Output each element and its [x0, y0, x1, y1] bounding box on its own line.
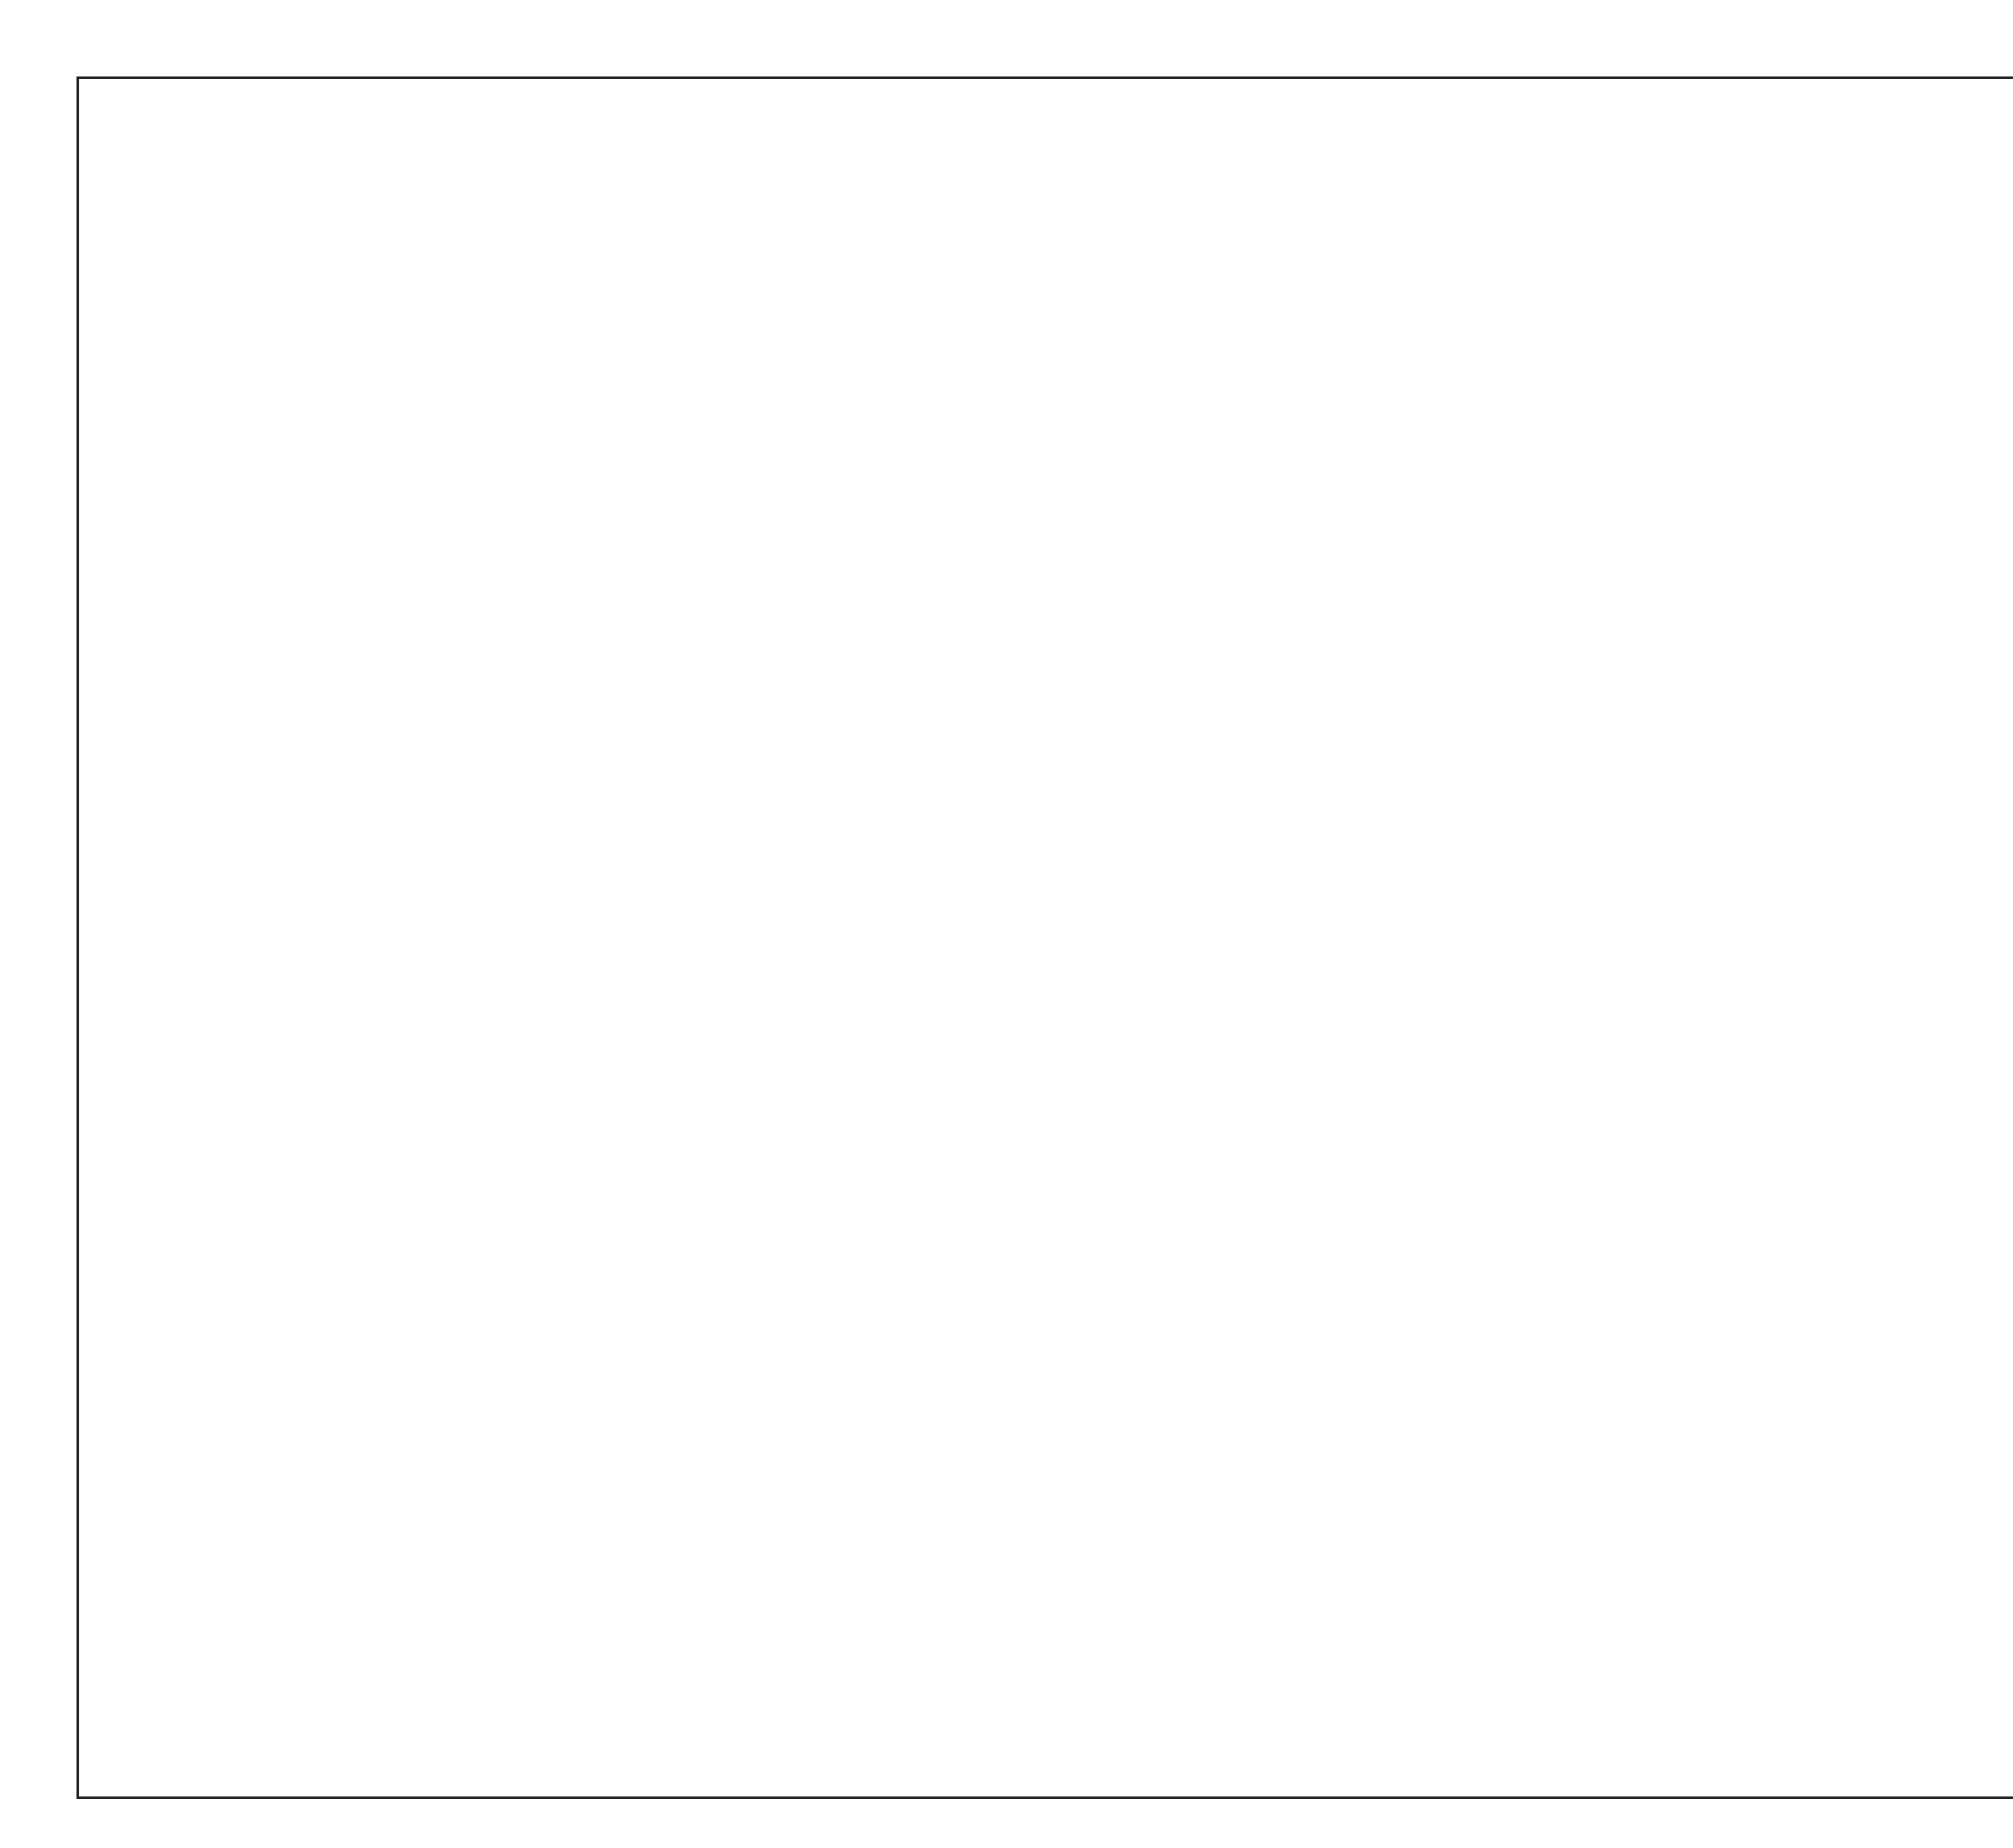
table-frame — [76, 76, 2013, 1799]
